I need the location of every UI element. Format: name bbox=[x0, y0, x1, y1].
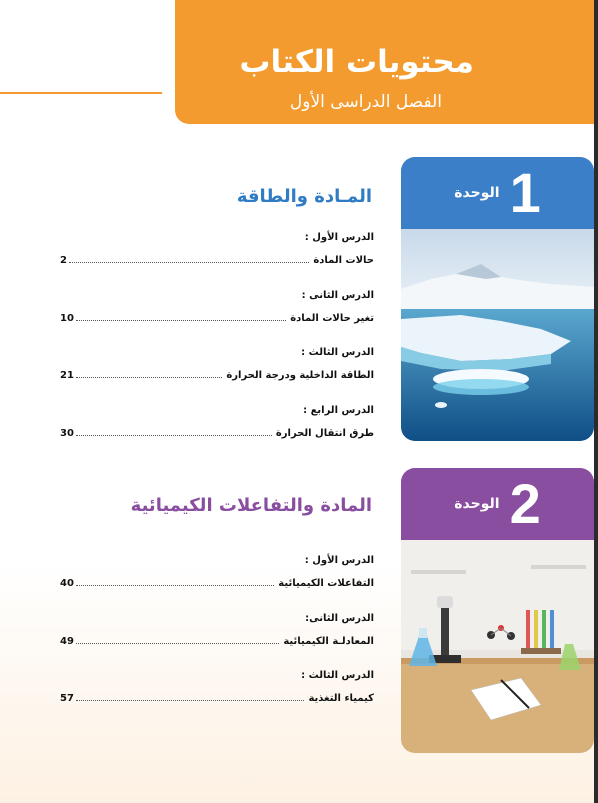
page-number: 2 bbox=[60, 255, 67, 266]
unit-1-title: المـادة والطاقة bbox=[236, 186, 372, 207]
unit-2-word: الوحدة bbox=[454, 496, 500, 512]
toc-entry[interactable] bbox=[60, 555, 374, 595]
lab-image bbox=[401, 540, 594, 753]
page-title: محتويات الكتاب bbox=[239, 44, 474, 80]
leader-dots bbox=[69, 262, 309, 263]
iceberg-image bbox=[401, 229, 594, 441]
page-edge bbox=[594, 0, 598, 803]
leader-dots bbox=[76, 643, 279, 644]
lesson-name: كيمياء التغذية bbox=[308, 693, 374, 704]
lesson-label: الدرس الثانى : bbox=[301, 290, 374, 301]
page-number: 10 bbox=[60, 313, 74, 324]
toc-entry[interactable] bbox=[60, 670, 374, 710]
unit-1-band bbox=[401, 157, 594, 229]
lesson-label: الدرس الثالث : bbox=[301, 670, 374, 681]
unit-1-number: 1 bbox=[509, 161, 541, 224]
toc-entry[interactable] bbox=[60, 290, 374, 330]
leader-dots bbox=[76, 320, 286, 321]
leader-dots bbox=[76, 700, 305, 701]
unit-2-card bbox=[401, 468, 594, 753]
unit-2-number: 2 bbox=[509, 472, 541, 535]
leader-dots bbox=[76, 377, 222, 378]
page-number: 40 bbox=[60, 578, 74, 589]
page-number: 49 bbox=[60, 636, 74, 647]
lesson-name: التفاعلات الكيميائية bbox=[278, 578, 374, 589]
page-number: 21 bbox=[60, 370, 74, 381]
lesson-label: الدرس الثانى: bbox=[305, 613, 374, 624]
toc-entry[interactable] bbox=[60, 347, 374, 387]
lesson-name: طرق انتقال الحرارة bbox=[275, 428, 374, 439]
lesson-name: الطاقة الداخلية ودرجة الحرارة bbox=[226, 370, 374, 381]
lesson-name: حالات المادة bbox=[313, 255, 374, 266]
unit-2-band bbox=[401, 468, 594, 540]
leader-dots bbox=[76, 435, 272, 436]
lesson-label: الدرس الرابع : bbox=[303, 405, 374, 416]
lesson-name: تغير حالات المادة bbox=[290, 313, 374, 324]
unit-1-card bbox=[401, 157, 594, 441]
page-number: 30 bbox=[60, 428, 74, 439]
lesson-label: الدرس الثالث : bbox=[301, 347, 374, 358]
toc-entry[interactable] bbox=[60, 405, 374, 445]
page-number: 57 bbox=[60, 693, 74, 704]
lesson-label: الدرس الأول : bbox=[304, 232, 374, 243]
lesson-label: الدرس الأول : bbox=[304, 555, 374, 566]
unit-2-title: المادة والتفاعلات الكيميائية bbox=[130, 495, 372, 516]
unit-1-word: الوحدة bbox=[454, 185, 500, 201]
page-subtitle: الفصل الدراسى الأول bbox=[289, 92, 442, 112]
toc-entry[interactable] bbox=[60, 232, 374, 272]
leader-dots bbox=[76, 585, 274, 586]
lesson-name: المعادلـة الكيميائية bbox=[283, 636, 374, 647]
header-banner bbox=[175, 0, 594, 124]
header-divider bbox=[0, 92, 162, 94]
toc-entry[interactable] bbox=[60, 613, 374, 653]
